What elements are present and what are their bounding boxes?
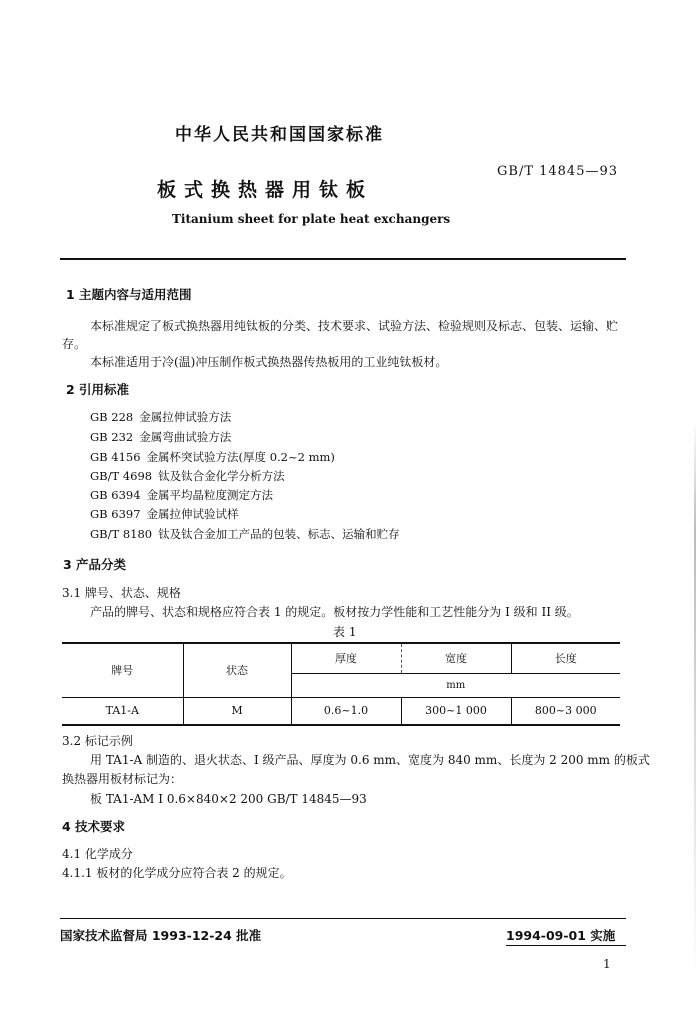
section-1-heading: 1 主题内容与适用范围 [66, 287, 192, 302]
approval-date: 国家技术监督局 1993-12-24 批准 [60, 928, 262, 943]
marking-example: 板 TA1-AM I 0.6×840×2 200 GB/T 14845—93 [90, 792, 367, 806]
table-1-caption: 表 1 [333, 625, 357, 639]
table-cell-grade: TA1-A [62, 697, 183, 725]
reference-item: GB 6394 金属平均晶粒度测定方法 [90, 488, 274, 502]
reference-item: GB/T 8180 钛及钛合金加工产品的包装、标志、运输和贮存 [90, 527, 400, 541]
table-cell-state: M [183, 697, 291, 725]
table-header-thickness: 厚度 [291, 643, 401, 673]
page-number: 1 [603, 957, 611, 971]
section-2-heading: 2 引用标准 [66, 382, 130, 397]
section-4-heading: 4 技术要求 [62, 819, 126, 834]
section-1-para1-line2: 存。 [62, 337, 87, 351]
table-header-width: 宽度 [401, 643, 511, 673]
reference-item: GB 228 金属拉伸试验方法 [90, 410, 232, 424]
table-1 [62, 642, 620, 726]
section-3-heading: 3 产品分类 [63, 557, 127, 572]
footer-rule [60, 918, 626, 919]
section-1-para2: 本标准适用于冷(温)冲压制作板式换热器传热板用的工业纯钛板材。 [90, 355, 448, 369]
reference-item: GB/T 4698 钛及钛合金化学分析方法 [90, 469, 285, 483]
header-rule [60, 258, 626, 260]
footer-short-rule [506, 945, 626, 946]
section-3-1-text: 产品的牌号、状态和规格应符合表 1 的规定。板材按力学性能和工艺性能分为 I 级和 II 级。 [90, 605, 579, 619]
section-3-2-line2: 换热器用板材标记为： [62, 772, 183, 786]
table-cell-length: 800~3 000 [511, 697, 620, 725]
document-title-english: Titanium sheet for plate heat exchangers [172, 212, 451, 226]
section-3-1-heading: 3.1 牌号、状态、规格 [62, 586, 181, 600]
section-3-2-line1: 用 TA1-A 制造的、退火状态、I 级产品、厚度为 0.6 mm、宽度为 840 mm、长度为 2 200 mm 的板式 [90, 753, 650, 767]
table-unit: mm [291, 673, 620, 697]
table-header-grade: 牌号 [62, 643, 183, 697]
section-1-para1-line1: 本标准规定了板式换热器用纯钛板的分类、技术要求、试验方法、检验规则及标志、包装、运输、贮 [90, 319, 619, 333]
section-4-1-1-text: 4.1.1 板材的化学成分应符合表 2 的规定。 [62, 866, 292, 880]
implementation-date: 1994-09-01 实施 [506, 928, 616, 943]
document-title: 板式换热器用钛板 [157, 179, 374, 201]
scan-edge-shadow [694, 420, 696, 980]
table-header-length: 长度 [511, 643, 620, 673]
national-standard-label: 中华人民共和国国家标准 [175, 125, 384, 145]
standard-number: GB/T 14845—93 [497, 164, 619, 179]
section-4-1-heading: 4.1 化学成分 [62, 847, 133, 861]
table-header-state: 状态 [183, 643, 291, 697]
table-cell-width: 300~1 000 [401, 697, 511, 725]
reference-item: GB 232 金属弯曲试验方法 [90, 430, 232, 444]
section-3-2-heading: 3.2 标记示例 [62, 734, 133, 748]
reference-item: GB 6397 金属拉伸试验试样 [90, 507, 239, 521]
reference-item: GB 4156 金属杯突试验方法(厚度 0.2~2 mm) [90, 450, 335, 464]
table-cell-thickness: 0.6~1.0 [291, 697, 401, 725]
